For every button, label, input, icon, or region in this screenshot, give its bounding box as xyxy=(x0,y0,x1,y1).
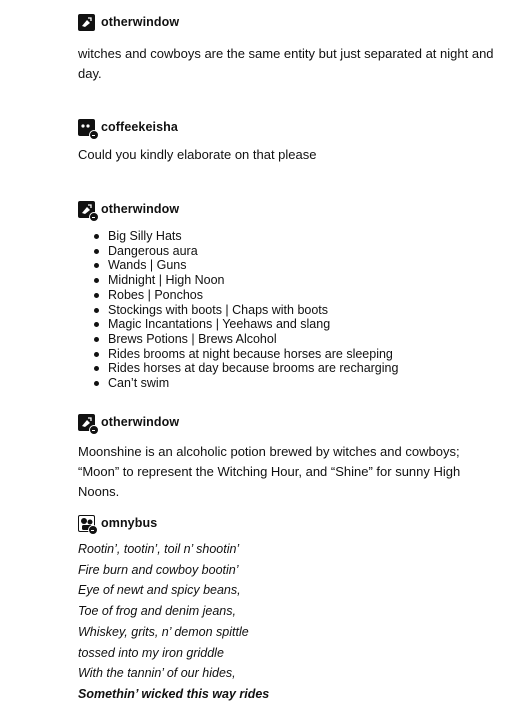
post-4 xyxy=(78,412,500,502)
poem xyxy=(78,539,500,705)
poem-line-final: Somethin’ wicked this way rides xyxy=(78,686,270,701)
list-item: Midnight | High Noon xyxy=(94,273,500,288)
post-header xyxy=(78,412,500,432)
post-header xyxy=(78,513,500,533)
avatar[interactable] xyxy=(78,414,95,431)
username[interactable]: coffeekeisha xyxy=(101,120,178,134)
brush-pen-icon xyxy=(78,14,95,31)
poem-line: Whiskey, grits, n’ demon spittle xyxy=(78,624,249,639)
post-text-line: Noons. xyxy=(78,484,120,499)
post-1 xyxy=(78,12,500,84)
badge-icon xyxy=(89,130,99,140)
poem-line: tossed into my iron griddle xyxy=(78,645,224,660)
list-item: Magic Incantations | Yeehaws and slang xyxy=(94,317,500,332)
post-5 xyxy=(78,513,500,705)
poem-line: Toe of frog and denim jeans, xyxy=(78,604,236,619)
poem-line: Fire burn and cowboy bootin’ xyxy=(78,562,239,577)
list-item: Big Silly Hats xyxy=(94,229,500,244)
poem-line: Eye of newt and spicy beans, xyxy=(78,583,241,598)
badge-icon xyxy=(89,212,99,222)
list-item: Dangerous aura xyxy=(94,244,500,259)
list-item: Wands | Guns xyxy=(94,258,500,273)
avatar[interactable] xyxy=(78,515,95,532)
list-item: Brews Potions | Brews Alcohol xyxy=(94,332,500,347)
post-header xyxy=(78,117,500,137)
username[interactable]: otherwindow xyxy=(101,15,180,29)
avatar[interactable] xyxy=(78,201,95,218)
list-item: Rides brooms at night because horses are sleeping xyxy=(94,347,500,362)
post-text-line: witches and cowboys are the same entity but just separated at night and xyxy=(78,46,494,61)
list-item: Robes | Ponchos xyxy=(94,288,500,303)
username[interactable]: otherwindow xyxy=(101,202,180,216)
list-item: Stockings with boots | Chaps with boots xyxy=(94,303,500,318)
avatar[interactable] xyxy=(78,14,95,31)
post-text: Could you kindly elaborate on that please xyxy=(78,147,317,162)
post-text-line: Moonshine is an alcoholic potion brewed by witches and cowboys; xyxy=(78,444,460,459)
avatar[interactable] xyxy=(78,119,95,136)
list-item: Can’t swim xyxy=(94,376,500,391)
bullet-list xyxy=(78,229,500,391)
username[interactable]: otherwindow xyxy=(101,415,180,429)
post-3 xyxy=(78,199,500,391)
badge-icon xyxy=(88,525,98,535)
username[interactable]: omnybus xyxy=(101,516,158,530)
post-2 xyxy=(78,117,500,165)
post-text-line: “Moon” to represent the Witching Hour, and “Shine” for sunny High xyxy=(78,464,461,479)
poem-line: Rootin’, tootin’, toil n’ shootin’ xyxy=(78,542,240,556)
badge-icon xyxy=(89,425,99,435)
post-header xyxy=(78,199,500,219)
list-item: Rides horses at day because brooms are recharging xyxy=(94,361,500,376)
post-header xyxy=(78,12,500,32)
post-text-line: day. xyxy=(78,66,102,81)
poem-line: With the tannin’ of our hides, xyxy=(78,666,236,681)
